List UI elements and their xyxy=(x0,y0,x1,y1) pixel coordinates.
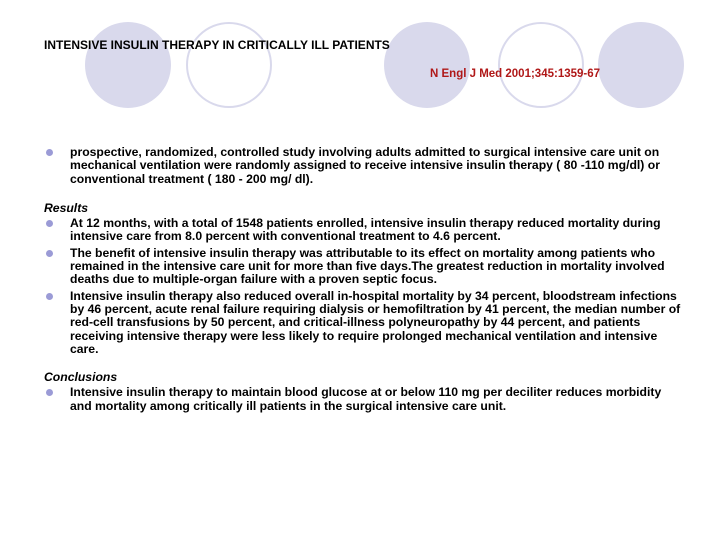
results-bullet xyxy=(44,247,684,287)
bullet-icon xyxy=(46,389,53,396)
intro-text: prospective, randomized, controlled study involving adults admitted to surgical intensive care unit on mechanical ventilation were randomly assigned to receive intensive insulin therapy ( 80 -110 mg/dl) or conventional treatment ( 180 - 200 mg/ dl). xyxy=(70,145,660,186)
bullet-icon xyxy=(46,220,53,227)
slide-title: INTENSIVE INSULIN THERAPY IN CRITICALLY ILL PATIENTS xyxy=(44,38,390,52)
decor-circle-2 xyxy=(186,22,272,108)
bullet-icon xyxy=(46,250,53,257)
conclusions-bullet xyxy=(44,386,684,413)
decor-circle-4 xyxy=(498,22,584,108)
results-heading: Results xyxy=(44,200,89,215)
results-bullet xyxy=(44,217,684,244)
decor-circle-3 xyxy=(384,22,470,108)
slide-content xyxy=(44,146,684,413)
bullet-icon xyxy=(46,293,53,300)
decor-circle-5 xyxy=(598,22,684,108)
results-bullet xyxy=(44,290,684,356)
citation: N Engl J Med 2001;345:1359-67 xyxy=(430,68,601,80)
conclusions-heading: Conclusions xyxy=(44,370,118,385)
results-text: The benefit of intensive insulin therapy was attributable to its effect on mortality among patients who remained in the intensive care unit for more than five days.The greatest reduction in mortality involved deaths due to multiple-organ failure with a proven septic focus. xyxy=(70,245,665,287)
bullet-icon xyxy=(46,149,53,156)
results-text: At 12 months, with a total of 1548 patients enrolled, intensive insulin therapy reduced mortality during intensive care from 8.0 percent with conventional treatment to 4.6 percent. xyxy=(70,216,661,244)
results-text: Intensive insulin therapy also reduced overall in-hospital mortality by 34 percent, bloodstream infections by 46 percent, acute renal failure requiring dialysis or hemofiltration by 41 percent, the median number of red-cell transfusions by 50 percent, and critical-illness polyneuropathy by 44 percent, and patients receiving intensive therapy were less likely to require prolonged mechanical ventilation and intensive care. xyxy=(70,288,681,356)
decor-circle-1 xyxy=(85,22,171,108)
intro-bullet xyxy=(44,146,684,186)
conclusions-text: Intensive insulin therapy to maintain blood glucose at or below 110 mg per deciliter reduces morbidity and mortality among critically ill patients in the surgical intensive care unit. xyxy=(70,385,662,413)
